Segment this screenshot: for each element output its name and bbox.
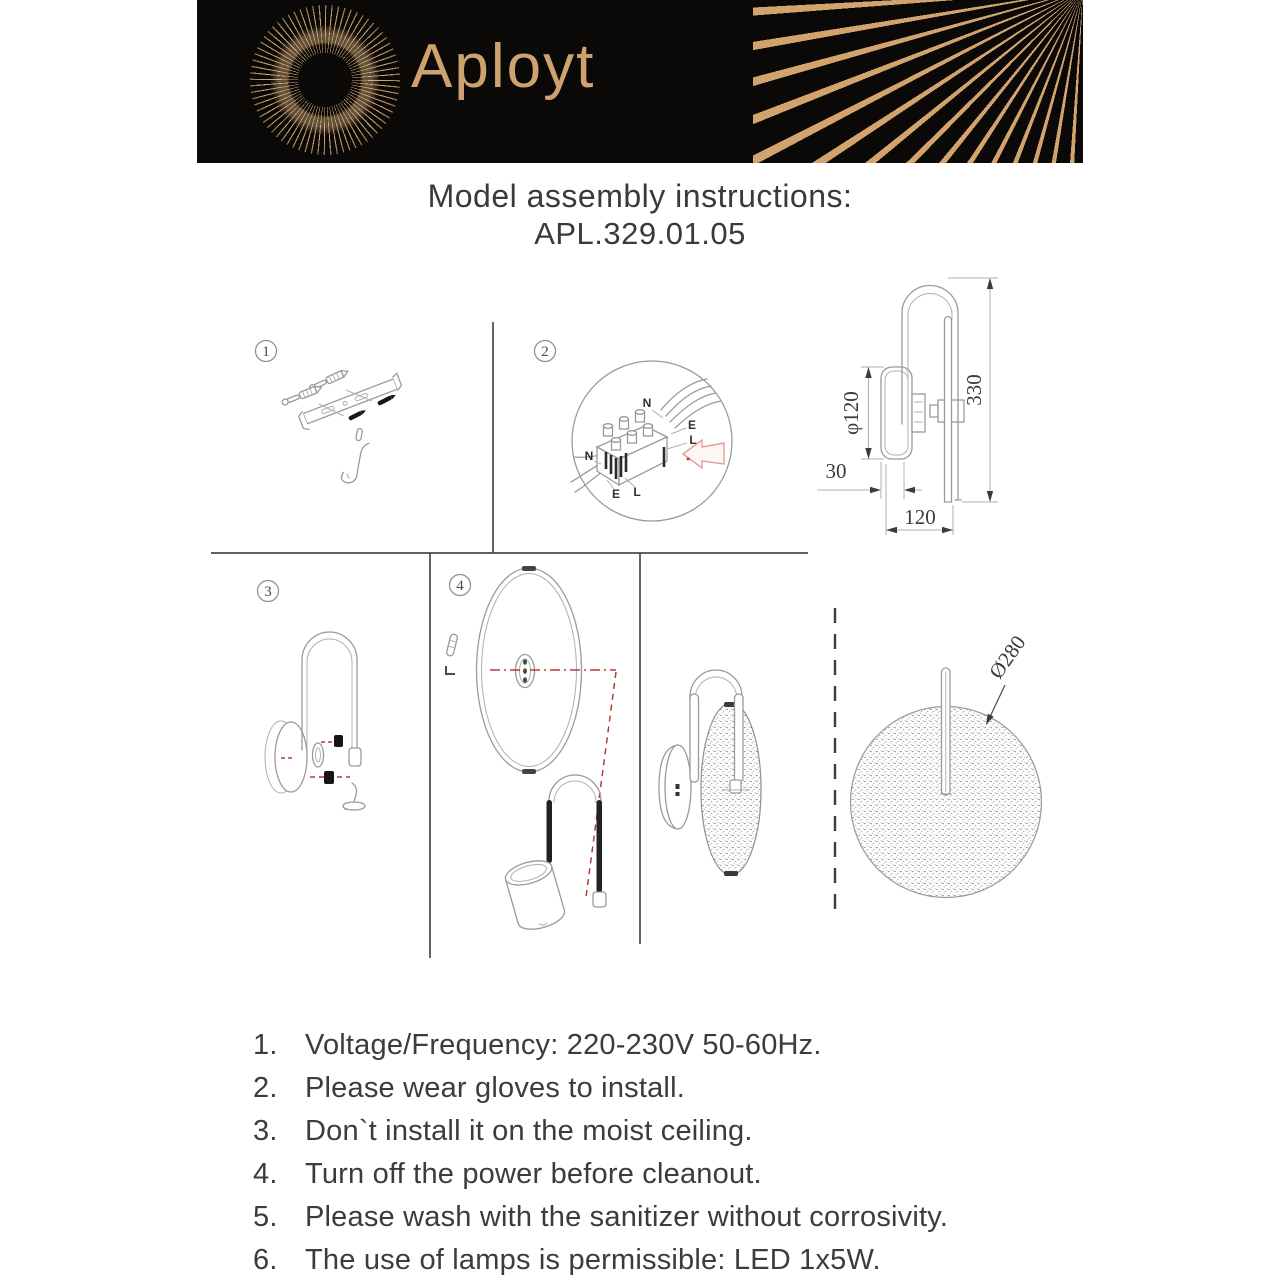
step4-badge [450,575,471,596]
screw-icon [348,408,367,421]
thumb-screw-icon [324,771,334,784]
step3-number: 3 [264,584,272,600]
step3-badge [258,581,279,602]
screw-icon [446,633,458,656]
instruction-number: 6. [253,1244,278,1276]
hook-bracket [333,427,375,484]
step1-number: 1 [262,344,270,360]
instruction-text: The use of lamps is permissible: LED 1x5W. [305,1244,881,1276]
model-number: APL.329.01.05 [534,216,746,251]
instruction-number: 4. [253,1158,278,1190]
dim-depth-label: 30 [825,459,847,483]
wire-label-l-out: L [633,485,641,499]
shade-diameter-view [851,631,1042,898]
wire-label-n-out: N [584,449,594,463]
instruction-number: 2. [253,1072,278,1104]
instruction-item-3 [253,1110,1083,1153]
instruction-item-5 [253,1196,1083,1239]
instruction-number: 5. [253,1201,278,1233]
base-drum [503,856,568,934]
thumb-screw-icon [334,735,343,747]
instruction-text: Please wear gloves to install. [305,1072,685,1104]
dimension-drawing [817,278,998,535]
mounting-bracket [297,373,404,431]
hook-part [343,783,365,810]
step4-panel [446,566,616,934]
instructions-list [253,1024,1083,1280]
assembled-lamp [659,670,761,876]
step2-number: 2 [541,344,549,360]
dim-height-label: 330 [962,374,986,406]
brand-name: Aployt [411,32,596,101]
instruction-text: Don`t install it on the moist ceiling. [305,1115,753,1147]
step3-panel [258,581,366,811]
dim-shade-diameter-label: Ø280 [984,630,1031,683]
step1-panel [256,341,405,485]
instruction-text: Turn off the power before cleanout. [305,1158,762,1190]
wire-label-l-in: L [689,433,697,447]
wire-label-e-out: E [611,487,621,501]
instruction-text: Voltage/Frequency: 220-230V 50-60Hz. [305,1029,822,1061]
dim-width-label: 120 [904,505,936,529]
wiring-detail [571,361,732,521]
step2-panel [535,341,733,522]
wire-label-e-in: E [687,418,697,432]
instruction-text: Please wash with the sanitizer without corrosivity. [305,1201,949,1233]
instruction-item-6 [253,1239,1083,1280]
wall-anchor-icon [281,384,323,406]
instruction-number: 1. [253,1029,278,1061]
instruction-number: 3. [253,1115,278,1147]
instruction-item-1 [253,1024,1083,1067]
step2-badge [535,341,556,362]
instruction-item-4 [253,1153,1083,1196]
dim-plate-diameter-label: φ120 [839,391,863,435]
instruction-item-2 [253,1067,1083,1110]
step4-number: 4 [456,578,464,594]
step1-badge [256,341,277,362]
wire-label-n-in: N [642,396,652,410]
page-title: Model assembly instructions: [427,178,853,214]
